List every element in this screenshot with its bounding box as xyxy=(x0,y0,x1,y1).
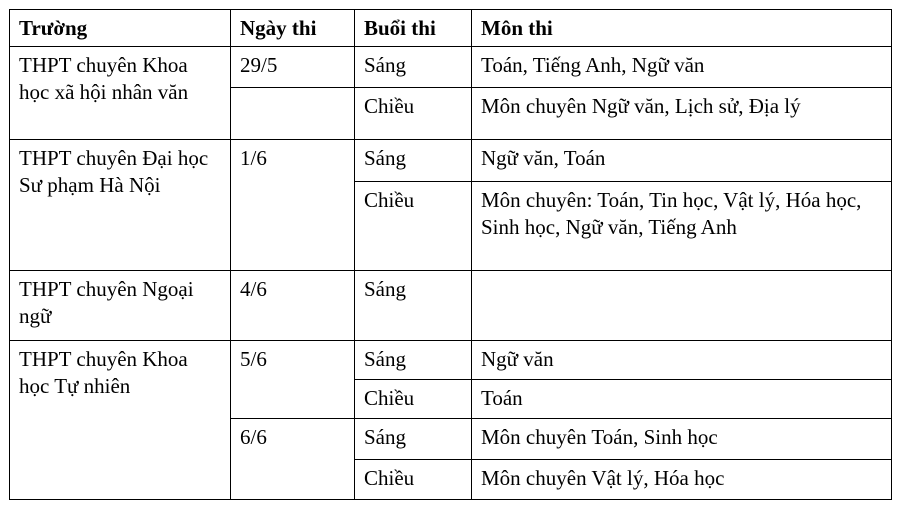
header-school: Trường xyxy=(10,10,231,47)
school-cell: THPT chuyên Ngoại ngữ xyxy=(10,271,231,341)
header-date: Ngày thi xyxy=(231,10,355,47)
subject-cell: Ngữ văn xyxy=(472,341,892,380)
date-cell: 4/6 xyxy=(231,271,355,341)
date-cell-empty xyxy=(231,88,355,140)
school-cell: THPT chuyên Khoa học xã hội nhân văn xyxy=(10,47,231,140)
subject-cell: Môn chuyên: Toán, Tin học, Vật lý, Hóa học, Sinh học, Ngữ văn, Tiếng Anh xyxy=(472,182,892,271)
subject-cell: Môn chuyên Toán, Sinh học xyxy=(472,419,892,460)
session-cell: Sáng xyxy=(355,271,472,341)
date-cell: 6/6 xyxy=(231,419,355,500)
header-subject: Môn thi xyxy=(472,10,892,47)
header-row xyxy=(10,10,892,47)
school-cell: THPT chuyên Đại học Sư phạm Hà Nội xyxy=(10,140,231,271)
session-cell: Sáng xyxy=(355,341,472,380)
subject-cell: Toán, Tiếng Anh, Ngữ văn xyxy=(472,47,892,88)
date-cell: 5/6 xyxy=(231,341,355,419)
exam-schedule-table xyxy=(9,9,892,500)
session-cell: Chiều xyxy=(355,460,472,500)
table-row xyxy=(10,140,892,182)
session-cell: Chiều xyxy=(355,380,472,419)
date-cell: 29/5 xyxy=(231,47,355,88)
session-cell: Chiều xyxy=(355,88,472,140)
date-cell: 1/6 xyxy=(231,140,355,271)
header-session: Buổi thi xyxy=(355,10,472,47)
table-row xyxy=(10,341,892,380)
subject-cell: Môn chuyên Ngữ văn, Lịch sử, Địa lý xyxy=(472,88,892,140)
subject-cell: Môn chuyên Vật lý, Hóa học xyxy=(472,460,892,500)
school-cell: THPT chuyên Khoa học Tự nhiên xyxy=(10,341,231,500)
session-cell: Sáng xyxy=(355,419,472,460)
table-row xyxy=(10,47,892,88)
table-row xyxy=(10,271,892,341)
subject-cell xyxy=(472,271,892,341)
subject-cell: Ngữ văn, Toán xyxy=(472,140,892,182)
session-cell: Chiều xyxy=(355,182,472,271)
session-cell: Sáng xyxy=(355,47,472,88)
subject-cell: Toán xyxy=(472,380,892,419)
session-cell: Sáng xyxy=(355,140,472,182)
